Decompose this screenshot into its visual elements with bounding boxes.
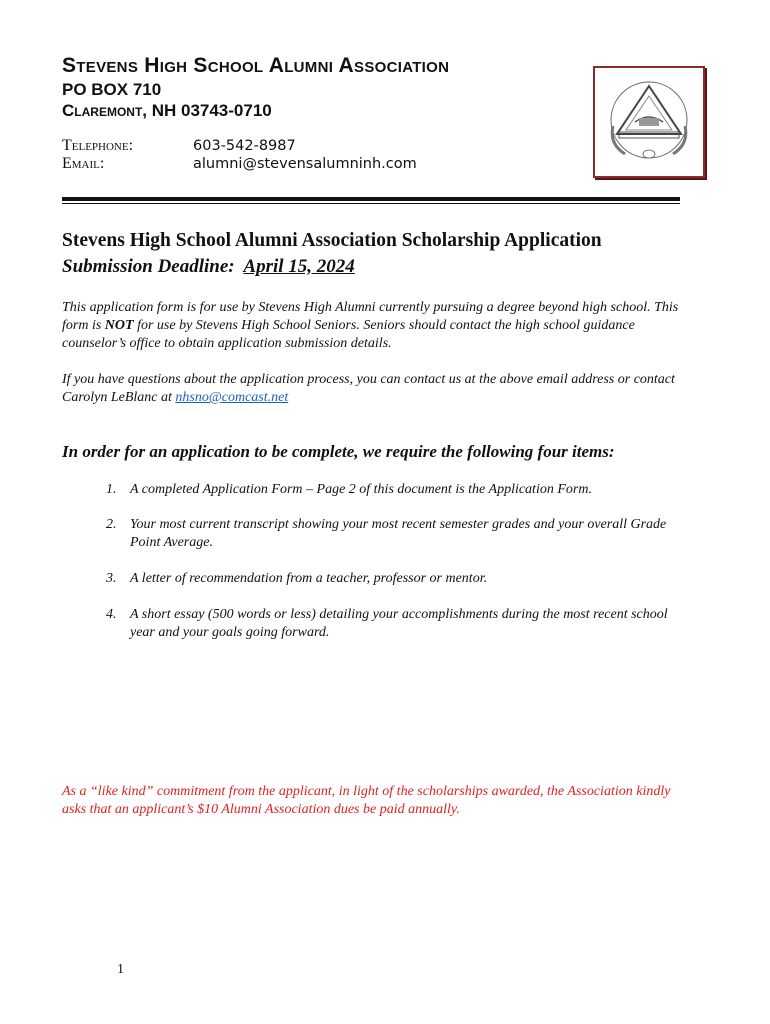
intro-paragraph bbox=[62, 299, 702, 353]
list-item-number: 4. bbox=[106, 607, 117, 622]
document-title: Stevens High School Alumni Association Scholarship Application bbox=[62, 230, 602, 251]
telephone-row bbox=[62, 137, 296, 155]
dues-note: As a “like kind” commitment from the applicant, in light of the scholarships awarded, the Association kindly asks that an applicant’s $10 Alumni Association dues be paid annually. bbox=[62, 784, 671, 817]
email-value: alumni@stevensalumninh.com bbox=[193, 156, 417, 172]
list-item bbox=[106, 481, 686, 499]
page-number: 1 bbox=[117, 962, 124, 977]
header-divider-thin bbox=[62, 203, 680, 204]
alumni-association-seal bbox=[593, 66, 705, 178]
email-row bbox=[62, 155, 417, 173]
intro-text-b: for use by Stevens High School Seniors. Seniors should contact the high school guidance counselor’s office to obtain application submission details. bbox=[62, 318, 635, 351]
po-box: PO BOX 710 bbox=[62, 80, 162, 99]
email-label: Email: bbox=[62, 155, 105, 172]
seal-icon bbox=[595, 68, 703, 176]
list-item bbox=[106, 516, 686, 552]
telephone-value: 603-542-8987 bbox=[193, 138, 296, 154]
deadline-date: April 15, 2024 bbox=[243, 256, 355, 277]
deadline-label: Submission Deadline: bbox=[62, 256, 235, 277]
list-item bbox=[106, 570, 686, 588]
list-item bbox=[106, 606, 686, 642]
requirements-heading: In order for an application to be complete, we require the following four items: bbox=[62, 442, 615, 461]
contact-text: If you have questions about the application process, you can contact us at the above email address or contact Carolyn LeBlanc at bbox=[62, 372, 675, 405]
list-item-text: A completed Application Form – Page 2 of this document is the Application Form. bbox=[130, 482, 592, 497]
city-state-zip: Claremont, NH 03743-0710 bbox=[62, 101, 272, 120]
list-item-number: 2. bbox=[106, 517, 117, 532]
submission-deadline bbox=[62, 256, 355, 278]
intro-text-a: This application form is for use by Stevens High Alumni currently pursuing a degree beyond high school. This form is bbox=[62, 300, 679, 333]
list-item-text: A short essay (500 words or less) detailing your accomplishments during the most recent school year and your goals going forward. bbox=[130, 607, 668, 640]
header-divider-thick bbox=[62, 197, 680, 201]
list-item-number: 1. bbox=[106, 482, 117, 497]
contact-paragraph bbox=[62, 371, 702, 407]
intro-not-emphasis: NOT bbox=[104, 318, 134, 333]
list-item-number: 3. bbox=[106, 571, 117, 586]
list-item-text: A letter of recommendation from a teacher, professor or mentor. bbox=[130, 571, 488, 586]
list-item-text: Your most current transcript showing your most recent semester grades and your overall Grade Point Average. bbox=[130, 517, 667, 550]
contact-email-link[interactable]: nhsno@comcast.net bbox=[175, 390, 289, 405]
organization-name: Stevens High School Alumni Association bbox=[62, 54, 450, 77]
telephone-label: Telephone: bbox=[62, 137, 134, 154]
